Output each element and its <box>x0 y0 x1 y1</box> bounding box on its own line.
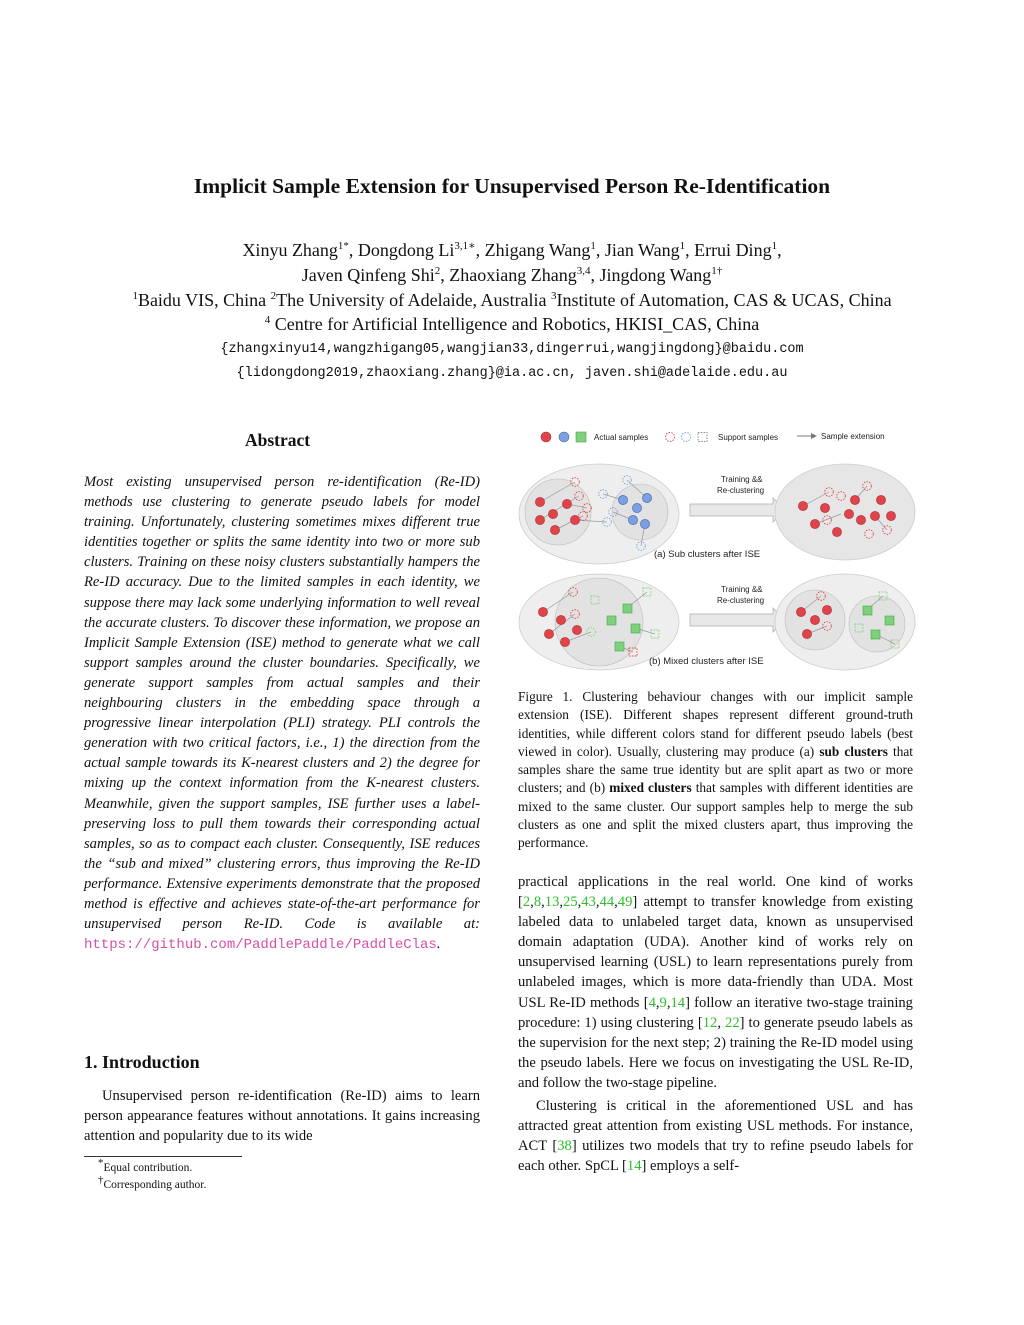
affiliation-line-2: $^4$ Centre for Artificial Intelligence and Robotics, HKISI_CAS, China <box>264 314 760 334</box>
author: Zhigang Wang <box>484 240 591 260</box>
arrow-label-a-1: Training && <box>721 475 763 484</box>
author: Javen Qinfeng Shi <box>301 265 435 285</box>
legend-sample-extension: Sample extension <box>821 432 885 441</box>
affiliation-line-1: $^1$Baidu VIS, China $^2$The University of Adelaide, Australia $^3$Institute of Automation, CAS & UCAS, China <box>132 290 892 310</box>
author-line-1: Xinyu Zhang$^{1*}$, Dongdong $Li^{3,1∗}$, Zhigang Wang$^1$, Jian Wang$^1$, Errui Ding$^1$, <box>242 240 782 260</box>
intro-paragraph: Unsupervised person re-identification (Re-ID) aims to learn person appearance features without annotations. It gains increasing attention and popularity due to its wide <box>84 1088 480 1145</box>
arrow-label-b-2: Re-clustering <box>717 596 765 605</box>
intro-paragraph-continued: practical applications in the real world. One kind of works [2,8,13,25,43,44,49] attempt to transfer knowledge from existing labeled data to unlabeled target data, known as unsupervised domain adaptation (UDA). Another kind of works rely on unsupervised learning (USL) to learn representations purely from unlabeled images, which is more data-friendly than UDA. Most USL Re-ID methods [4,9,14] follow an iterative two-stage training procedure: 1) using clustering [12, 22] to generate pseudo labels as the supervision for the next step; 2) training the Re-ID model using the pseudo labels. Here we focus on investigating the USL Re-ID, and follow the two-stage pipeline. <box>518 874 913 1091</box>
section-heading-introduction: 1. Introduction <box>84 1052 200 1072</box>
author: Jingdong Wang <box>599 265 712 285</box>
author: Jian Wang <box>604 240 680 260</box>
legend-support-samples: Support samples <box>718 433 779 442</box>
subfigure-caption-b: (b) Mixed clusters after ISE <box>649 656 764 667</box>
intro-right-column <box>518 872 913 1176</box>
author: Xinyu Zhang <box>242 240 338 260</box>
footnote-corresponding-author: †Corresponding author. <box>98 1174 207 1191</box>
figure-1-caption: Figure 1. Clustering behaviour changes with our implicit sample extension (ISE). Different shapes represent different ground-truth identities, while different colors stand for different pseudo labels (best viewed in color). Usually, clustering may produce (a) sub clusters that samples share the same true identity but are split apart as two or more clusters; and (b) mixed clusters that samples with different identities are mixed to the same cluster. Our support samples help to merge the sub clusters as one and split the mixed clusters apart, thus improving the performance. <box>518 689 913 851</box>
paper-title: Implicit Sample Extension for Unsupervised Person Re-Identification <box>193 174 831 198</box>
intro-paragraph-2: Clustering is critical in the aforementioned USL and has attracted great attention from existing USL methods. For instance, ACT [38] utilizes two models that try to refine pseudo labels for each other. SpCL [14] employs a self- <box>518 1098 913 1175</box>
author: Dongdong Li <box>357 240 455 260</box>
panel-a <box>519 464 915 564</box>
email-line-1: {zhangxinyu14,wangzhigang05,wangjian33,dingerrui,wangjingdong}@baidu.com <box>220 342 804 357</box>
abstract-body: Most existing unsupervised person re-identification (Re-ID) methods use clustering to generate pseudo labels for model training. Unfortunately, clustering sometimes mixes different true identities together or splits the same identity into two or more sub clusters. Training on these noisy clusters substantially hampers the Re-ID accuracy. Due to the limited samples in each identity, we suppose there may lack some underlying information to well reveal the accurate clusters. To discover these information, we propose an Implicit Sample Extension (ISE) method to generate what we call support samples around the cluster boundaries. Specifically, we generate support samples from actual samples and their neighbouring clusters in the embedding space through a progressive linear interpolation (PLI) strategy. PLI controls the generation with two critical factors, i.e., 1) the direction from the actual sample towards its K-nearest clusters and 2) the degree for mixing up the context information from the K-nearest clusters. Meanwhile, given the support samples, ISE further uses a label-preserving loss to pull them towards their corresponding actual samples, so as to compact each cluster. Consequently, ISE reduces the “sub and mixed” clustering errors, thus improving the Re-ID performance. Extensive experiments demonstrate that the proposed method is effective and achieves state-of-the-art performance for unsupervised person Re-ID. Code is available at: https://github.com/PaddlePaddle/PaddleClas. <box>84 474 480 954</box>
footnote-rule <box>84 1156 242 1157</box>
arrow-label-a-2: Re-clustering <box>717 486 765 495</box>
author: Errui Ding <box>694 240 772 260</box>
code-link[interactable]: https://github.com/PaddlePaddle/PaddleClas <box>84 937 437 954</box>
footnote-equal-contribution: *Equal contribution. <box>98 1157 193 1174</box>
subfigure-caption-a: (a) Sub clusters after ISE <box>654 549 761 560</box>
email-line-2: {lidongdong2019,zhaoxiang.zhang}@ia.ac.cn, javen.shi@adelaide.edu.au <box>236 366 788 381</box>
panel-b <box>519 574 915 670</box>
author-line-2: Javen Qinfeng Shi$^2$, Zhaoxiang Zhang$^{3,4}$, Jingdong Wang$^{1\dagger}$ <box>301 265 723 285</box>
author: Zhaoxiang Zhang <box>449 265 577 285</box>
abstract-heading: Abstract <box>245 430 311 450</box>
legend-actual-samples: Actual samples <box>594 433 649 442</box>
figure-legend <box>541 432 885 442</box>
arrow-label-b-1: Training && <box>721 585 763 594</box>
figure-1 <box>515 420 917 682</box>
